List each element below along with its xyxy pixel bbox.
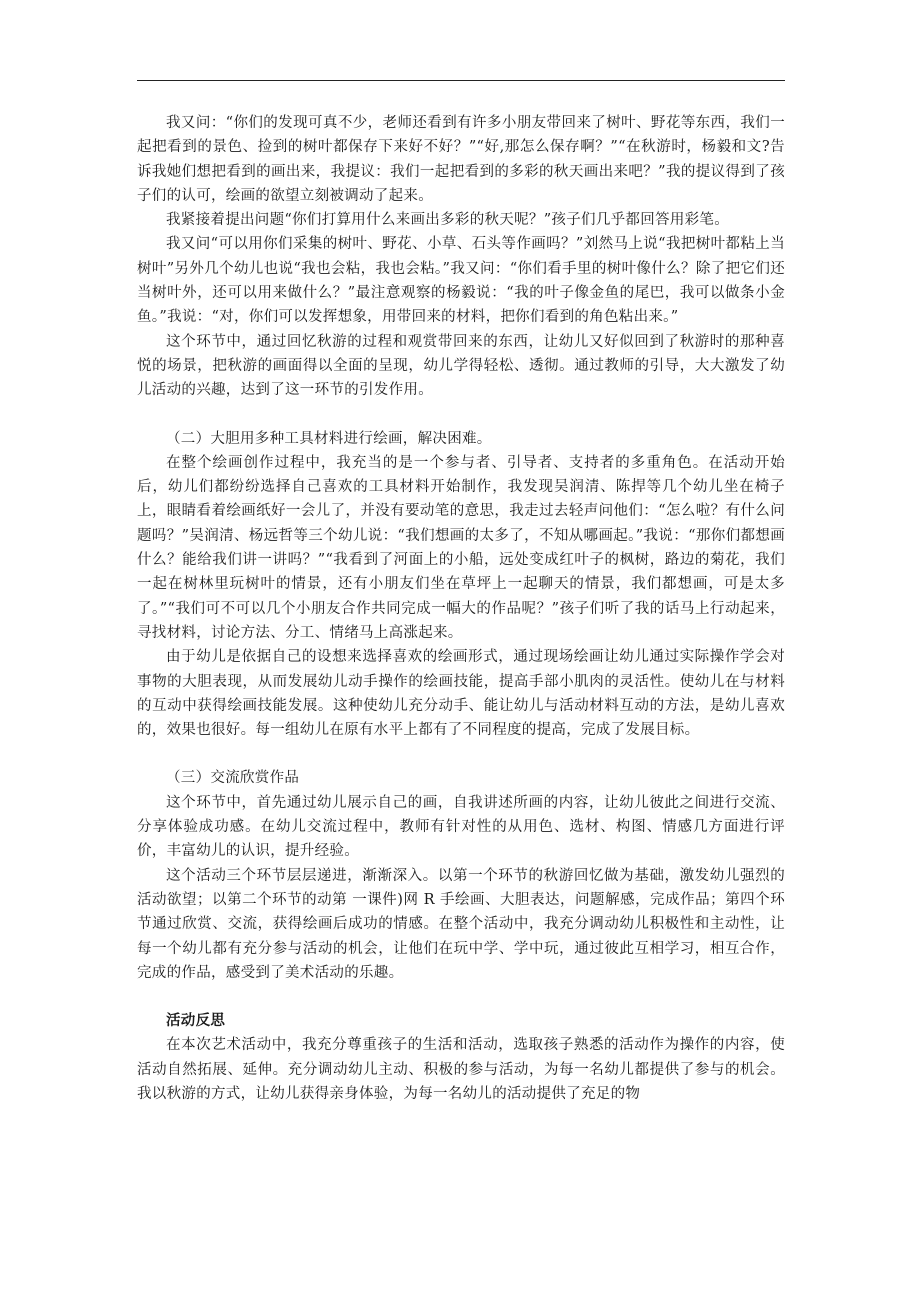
paragraph: 这个活动三个环节层层递进，渐渐深入。以第一个环节的秋游回忆做为基础，激发幼儿强烈的活动欲望；以第二个环节的动第 一课件)网 R 手绘画、大胆表达，问题解感，完成作品；第四个环节通过欣赏、交流，获得绘画后成功的情感。在整个活动中，我充分调动幼儿积极性和主动性，让每一个幼儿都有充分参与活动的机会，让他们在玩中学、学中玩，通过彼此互相学习，相互合作，完成的作品，感受到了美术活动的乐趣。 [137, 867, 785, 981]
paragraph: 这个环节中，通过回忆秋游的过程和观赏带回来的东西，让幼儿又好似回到了秋游时的那种喜悦的场景，把秋游的画面得以全面的呈现，幼儿学得轻松、透彻。通过教师的引导，大大激发了幼儿活动的兴趣，达到了这一环节的引发作用。 [137, 333, 785, 399]
spacer [137, 742, 785, 766]
paragraph: 我又问：“你们的发现可真不少，老师还看到有许多小朋友带回来了树叶、野花等东西，我们一起把看到的景色、捡到的树叶都保存下来好不好？”“好,那怎么保存啊？”“在秋游时，杨毅和文?告诉我她们想把看到的画出来，我提议：我们一起把看到的多彩的秋天画出来吧？”我的提议得到了孩子们的认可，绘画的欲望立刻被调动了起来。 [137, 115, 785, 204]
spacer [137, 985, 785, 1009]
reflection-heading: 活动反思 [166, 1012, 226, 1030]
header-rule [137, 80, 785, 81]
paragraph: 我紧接着提出问题“你们打算用什么来画出多彩的秋天呢？”孩子们几乎都回答用彩笔。 [166, 212, 730, 229]
document-body [137, 111, 785, 1106]
paragraph: 这个环节中，首先通过幼儿展示自己的画，自我讲述所画的内容，让幼儿彼此之间进行交流、分享体验成功感。在幼儿交流过程中，教师有针对性的从用色、选材、构图、情感几方面进行评价，丰富幼儿的认识，提升经验。 [137, 794, 785, 860]
paragraph: 由于幼儿是依据自己的设想来选择喜欢的绘画形式，通过现场绘画让幼儿通过实际操作学会对事物的大胆表现，从而发展幼儿动手操作的绘画技能，提高手部小肌肉的灵活性。使幼儿在与材料的互动中获得绘画技能发展。这种使幼儿充分动手、能让幼儿与活动材料互动的方法，是幼儿喜欢的，效果也很好。每一组幼儿在原有水平上都有了不同程度的提高，完成了发展目标。 [137, 649, 785, 739]
section-heading: （二）大胆用多种工具材料进行绘画，解决困难。 [166, 430, 492, 447]
paragraph: 我又问“可以用你们采集的树叶、野花、小草、石头等作画吗？”刘然马上说“我把树叶都粘上当树叶”另外几个幼儿也说“我也会粘，我也会粘。”我又问：“你们看手里的树叶像什么？除了把它们还当树叶外，还可以用来做什么？”最注意观察的杨毅说：“我的叶子像金鱼的尾巴，我可以做条小金鱼。”我说：“对，你们可以发挥想象，用带回来的材料，把你们看到的角色粘出来。” [137, 236, 785, 326]
section-heading: （三）交流欣赏作品 [166, 770, 300, 787]
paragraph: 在整个绘画创作过程中，我充当的是一个参与者、引导者、支持者的多重角色。在活动开始后，幼儿们都纷纷选择自己喜欢的工具材料开始制作，我发现吴润清、陈捍等几个幼儿坐在椅子上，眼睛看着绘画纸好一会儿了，并没有要动笔的意思，我走过去轻声问他们：“怎么啦？有什么问题吗？”吴润清、杨远哲等三个幼儿说：“我们想画的太多了，不知从哪画起。”我说：“那你们都想画什么？能给我们讲一讲吗？”“我看到了河面上的小船，远处变成红叶子的枫树，路边的菊花，我们一起在树林里玩树叶的情景，还有小朋友们坐在草坪上一起聊天的情景，我们都想画，可是太多了。”“我们可不可以几个小朋友合作共同完成一幅大的作品呢？”孩子们听了我的话马上行动起来，寻找材料，讨论方法、分工、情绪马上高涨起来。 [137, 454, 785, 641]
paragraph: 在本次艺术活动中，我充分尊重孩子的生活和活动，选取孩子熟悉的活动作为操作的内容，使活动自然拓展、延伸。充分调动幼儿主动、积极的参与活动，为每一名幼儿都提供了参与的机会。我以秋游的方式，让幼儿获得亲身体验，为每一名幼儿的活动提供了充足的物 [137, 1037, 785, 1102]
spacer [137, 403, 785, 427]
